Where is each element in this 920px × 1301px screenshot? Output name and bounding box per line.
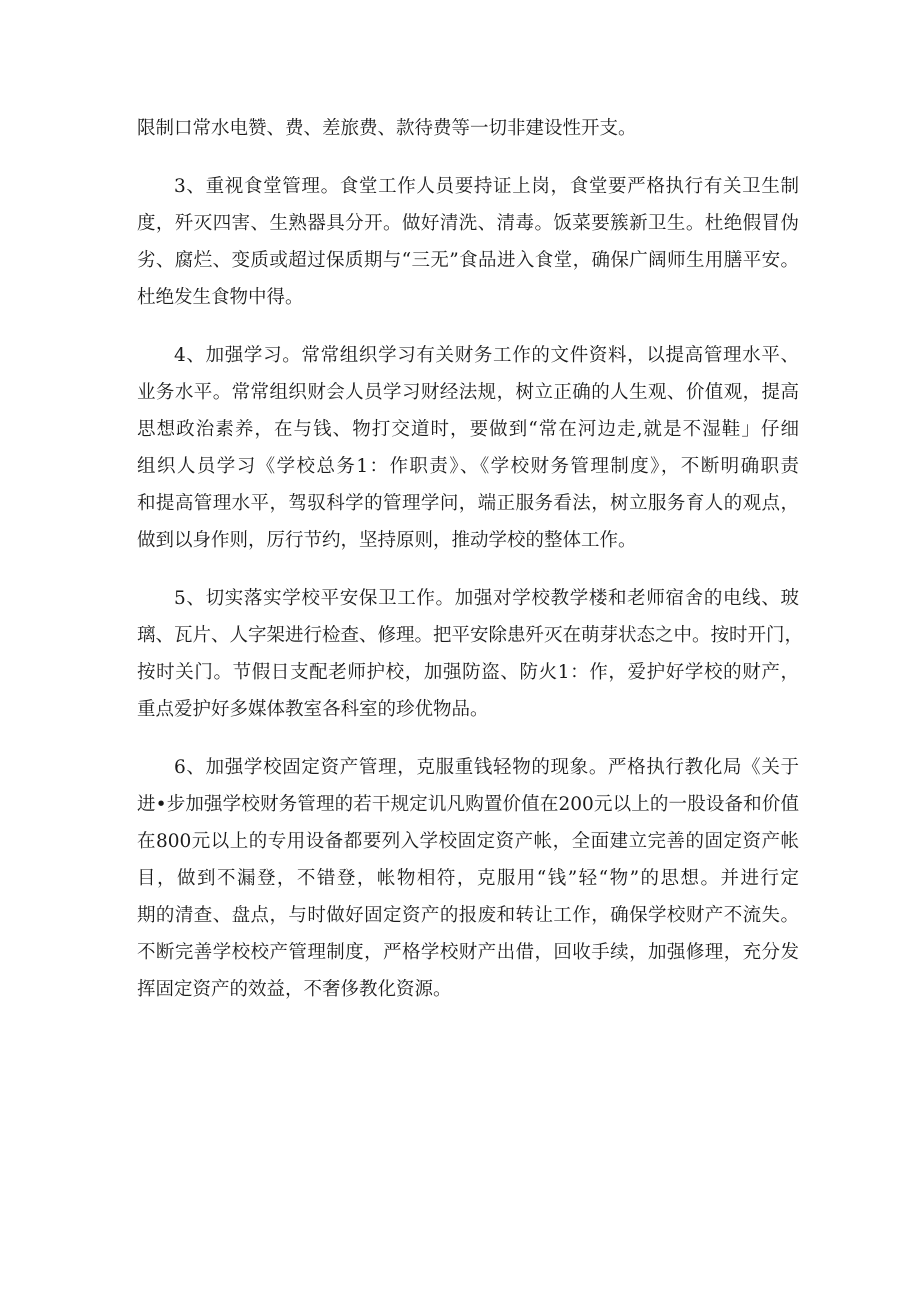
text-line: 组织人员学习《学校总务1：作职责》、《学校财务管理制度》，不断明确职责	[137, 456, 799, 477]
text-line: 期的清查、盘点，与时做好固定资产的报废和转让工作，确保学校财产不流失。	[137, 905, 799, 926]
paragraph-continuation	[137, 110, 799, 147]
text-line: 在800元以上的专用设备都要列入学校固定资产帐，全面建立完善的固定资产帐	[137, 831, 799, 852]
text-line: 5、切实落实学校平安保卫工作。加强对学校教学楼和老师宿舍的电线、玻	[174, 588, 799, 609]
text-line: 3、重视食堂管理。食堂工作人员要持证上岗，食堂要严格执行有关卫生制	[174, 176, 799, 197]
text-line: 劣、腐烂、变质或超过保质期与“三无”食品进入食堂，确保广阔师生用膳平安。	[137, 250, 799, 271]
text-line: 按时关门。节假日支配老师护校，加强防盗、防火1：作，爱护好学校的财产，	[137, 662, 799, 683]
paragraph-school-safety	[137, 580, 804, 728]
text-line: 杜绝发生食物中得。	[137, 287, 304, 308]
paragraph-canteen-management	[137, 168, 799, 316]
paragraph-strengthen-learning	[137, 337, 799, 559]
document-body	[137, 110, 804, 1008]
text-line: 思想政治素养，在与钱、物打交道时，要做到“常在河边走,就是不湿鞋」仔细	[137, 419, 799, 440]
text-line: 做到以身作则，厉行节约，坚持原则，推动学校的整体工作。	[137, 530, 637, 551]
text-line: 度，歼灭四害、生熟器具分开。做好清洗、清毒。饭菜要簇新卫生。杜绝假冒伪	[137, 213, 799, 234]
text-line: 6、加强学校固定资产管理，克服重钱轻物的现象。严格执行教化局《关于	[174, 757, 799, 778]
text-line: 目，做到不漏登，不错登，帐物相符，克服用“钱”轻“物”的思想。并进行定	[137, 868, 799, 889]
paragraph-fixed-assets	[137, 749, 799, 1008]
text-line: 业务水平。常常组织财会人员学习财经法规，树立正确的人生观、价值观，提高	[137, 382, 799, 403]
text-line: 和提高管理水平，驾驭科学的管理学问，端正服务看法，树立服务育人的观点，	[137, 493, 799, 514]
text-line: 进•步加强学校财务管理的若干规定讥凡购置价值在200元以上的一股设备和价值	[137, 794, 799, 815]
text-line: 挥固定资产的效益，不奢侈教化资源。	[137, 979, 452, 1000]
text-line: 不断完善学校校产管理制度，严格学校财产出借，回收手续，加强修理，充分发	[137, 942, 799, 963]
text-line: 璃、瓦片、人字架进行检查、修理。把平安除患歼灭在萌芽状态之中。按时开门，	[137, 625, 804, 646]
text-line: 限制口常水电赞、费、差旅费、款待费等一切非建设性开支。	[137, 118, 637, 139]
text-line: 重点爱护好多媒体教室各科室的珍优物品。	[137, 699, 489, 720]
text-line: 4、加强学习。常常组织学习有关财务工作的文件资料，以提高管理水平、	[174, 345, 799, 366]
